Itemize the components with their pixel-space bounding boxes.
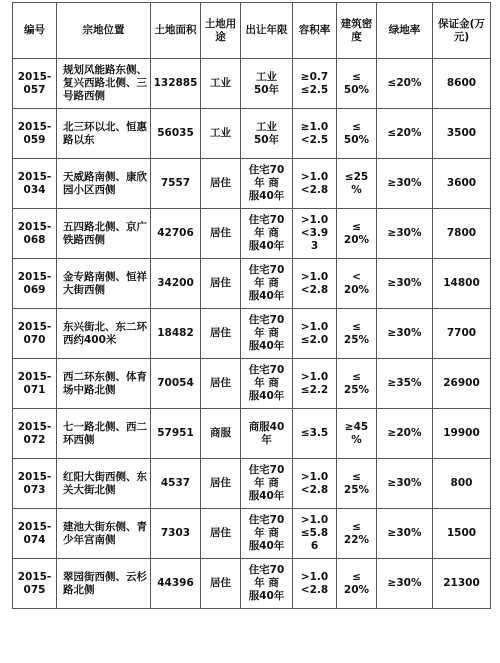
- cell-term: [241, 309, 293, 359]
- cell-deposit: 19900: [433, 409, 491, 459]
- cell-term-line: 工业: [256, 70, 277, 83]
- cell-far: [293, 159, 337, 209]
- cell-far-line: >1.0: [300, 214, 329, 226]
- cell-far-line: <2.8: [300, 583, 329, 596]
- cell-area: 56035: [151, 109, 201, 159]
- cell-use: 居住: [201, 359, 241, 409]
- cell-density-line: 25%: [343, 483, 370, 496]
- cell-density-line: ≤: [352, 520, 361, 533]
- table-row: [13, 559, 491, 609]
- cell-code: 2015-071: [13, 359, 57, 409]
- cell-use: 居住: [201, 309, 241, 359]
- cell-green: ≥30%: [377, 159, 433, 209]
- cell-location: 五四路北侧、京广铁路西侧: [57, 209, 151, 259]
- cell-far-line: <2.8: [300, 483, 329, 496]
- cell-density-line: 50%: [343, 133, 370, 146]
- cell-term-line: 年 商: [254, 227, 279, 239]
- cell-term-line: 住宅70: [248, 364, 285, 376]
- cell-far: [293, 409, 337, 459]
- cell-density-line: 20%: [343, 583, 370, 596]
- cell-far: [293, 309, 337, 359]
- cell-green: ≤20%: [377, 59, 433, 109]
- cell-deposit: 14800: [433, 259, 491, 309]
- cell-term-line: 住宅70: [248, 464, 285, 476]
- cell-far-line: >1.0: [300, 370, 329, 383]
- cell-density-line: ≤25: [344, 170, 369, 183]
- cell-density-line: ≤: [352, 370, 361, 383]
- table-row: [13, 209, 491, 259]
- cell-far-line: <2.8: [300, 183, 329, 196]
- cell-area: 18482: [151, 309, 201, 359]
- cell-term-line: 年: [261, 433, 272, 446]
- table-row: [13, 159, 491, 209]
- cell-term-line: 服40年: [248, 390, 285, 402]
- cell-green: ≥20%: [377, 409, 433, 459]
- cell-term-line: 年 商: [254, 277, 279, 289]
- cell-green: ≥30%: [377, 309, 433, 359]
- cell-far-line: <3.9: [300, 227, 329, 239]
- cell-area: 42706: [151, 209, 201, 259]
- cell-far-line: <2.8: [300, 283, 329, 296]
- cell-term-line: 50年: [253, 83, 280, 96]
- cell-term-line: 50年: [253, 133, 280, 146]
- cell-use: 工业: [201, 109, 241, 159]
- cell-term-line: 住宅70: [248, 164, 285, 176]
- table-row: [13, 259, 491, 309]
- cell-use: 居住: [201, 209, 241, 259]
- cell-area: 7557: [151, 159, 201, 209]
- cell-density-line: %: [351, 433, 362, 446]
- cell-green: ≤20%: [377, 109, 433, 159]
- cell-far: [293, 559, 337, 609]
- cell-term: [241, 159, 293, 209]
- header-far: 容积率: [293, 3, 337, 59]
- cell-term-line: 住宅70: [248, 314, 285, 326]
- cell-term-line: 住宅70: [248, 514, 285, 526]
- cell-code: 2015-073: [13, 459, 57, 509]
- cell-term-line: 服40年: [248, 240, 285, 252]
- cell-green: ≥30%: [377, 559, 433, 609]
- cell-green: ≥35%: [377, 359, 433, 409]
- cell-location: 北三环以北、恒惠路以东: [57, 109, 151, 159]
- cell-code: 2015-057: [13, 59, 57, 109]
- table-row: [13, 359, 491, 409]
- cell-code: 2015-068: [13, 209, 57, 259]
- cell-term-line: 年 商: [254, 327, 279, 339]
- cell-term: [241, 409, 293, 459]
- cell-green: ≥30%: [377, 459, 433, 509]
- cell-area: 44396: [151, 559, 201, 609]
- cell-term-line: 服40年: [248, 490, 285, 502]
- cell-density-line: %: [351, 183, 362, 196]
- cell-term-line: 工业: [256, 120, 277, 133]
- cell-deposit: 8600: [433, 59, 491, 109]
- cell-density-line: ≤: [352, 70, 361, 83]
- cell-use: 居住: [201, 259, 241, 309]
- header-deposit: 保证金(万元): [433, 3, 491, 59]
- cell-far-line: 6: [310, 540, 319, 552]
- cell-deposit: 800: [433, 459, 491, 509]
- table-row: [13, 109, 491, 159]
- cell-area: 7303: [151, 509, 201, 559]
- header-location: 宗地位置: [57, 3, 151, 59]
- table-row: [13, 409, 491, 459]
- cell-term-line: 住宅70: [248, 564, 285, 576]
- cell-term: [241, 109, 293, 159]
- table-row: [13, 509, 491, 559]
- cell-density: [337, 159, 377, 209]
- cell-use: 商服: [201, 409, 241, 459]
- cell-density-line: ≤: [352, 220, 361, 233]
- land-table-wrapper: [12, 2, 491, 609]
- cell-location: 建池大街东侧、青少年宫南侧: [57, 509, 151, 559]
- cell-deposit: 7700: [433, 309, 491, 359]
- cell-deposit: 21300: [433, 559, 491, 609]
- cell-far: [293, 59, 337, 109]
- cell-deposit: 1500: [433, 509, 491, 559]
- cell-location: 七一路北侧、西二环西侧: [57, 409, 151, 459]
- header-area: 土地面积: [151, 3, 201, 59]
- cell-deposit: 3500: [433, 109, 491, 159]
- cell-density: [337, 459, 377, 509]
- cell-far-line: >1.0: [300, 570, 329, 583]
- cell-term: [241, 509, 293, 559]
- cell-term-line: 年 商: [254, 377, 279, 389]
- header-use: 土地用途: [201, 3, 241, 59]
- cell-density: [337, 109, 377, 159]
- cell-code: 2015-069: [13, 259, 57, 309]
- cell-density-line: 20%: [343, 233, 370, 246]
- cell-term-line: 商服40: [248, 420, 285, 433]
- cell-term-line: 年 商: [254, 177, 279, 189]
- cell-density: [337, 359, 377, 409]
- cell-deposit: 7800: [433, 209, 491, 259]
- cell-density: [337, 59, 377, 109]
- cell-density: [337, 309, 377, 359]
- table-body: [13, 59, 491, 609]
- cell-far-line: >1.0: [300, 514, 329, 526]
- cell-use: 居住: [201, 159, 241, 209]
- cell-area: 132885: [151, 59, 201, 109]
- cell-code: 2015-059: [13, 109, 57, 159]
- cell-far-line: ≤2.0: [300, 333, 329, 346]
- cell-location: 金专路南侧、恒祥大街西侧: [57, 259, 151, 309]
- cell-location: 天威路南侧、康欣园小区西侧: [57, 159, 151, 209]
- table-row: [13, 309, 491, 359]
- cell-area: 70054: [151, 359, 201, 409]
- cell-far-line: >1.0: [300, 170, 329, 183]
- cell-term: [241, 209, 293, 259]
- cell-term-line: 住宅70: [248, 214, 285, 226]
- header-green: 绿地率: [377, 3, 433, 59]
- cell-use: 居住: [201, 509, 241, 559]
- cell-far-line: >1.0: [300, 270, 329, 283]
- cell-density: [337, 259, 377, 309]
- cell-green: ≥30%: [377, 509, 433, 559]
- cell-far: [293, 109, 337, 159]
- cell-deposit: 3600: [433, 159, 491, 209]
- cell-far-line: <2.5: [300, 133, 329, 146]
- cell-term-line: 年 商: [254, 477, 279, 489]
- cell-term-line: 服40年: [248, 340, 285, 352]
- cell-far-line: >1.0: [300, 320, 329, 333]
- cell-far-line: ≤5.8: [300, 527, 329, 539]
- cell-code: 2015-034: [13, 159, 57, 209]
- cell-term-line: 服40年: [248, 590, 285, 602]
- cell-density-line: <: [352, 270, 361, 283]
- cell-term: [241, 459, 293, 509]
- cell-location: 翠园街西侧、云杉路北侧: [57, 559, 151, 609]
- cell-use: 工业: [201, 59, 241, 109]
- cell-far-line: ≤2.2: [300, 383, 329, 396]
- table-row: [13, 59, 491, 109]
- cell-far: [293, 359, 337, 409]
- table-row: [13, 459, 491, 509]
- cell-code: 2015-070: [13, 309, 57, 359]
- cell-density: [337, 409, 377, 459]
- cell-term-line: 服40年: [248, 190, 285, 202]
- cell-term-line: 住宅70: [248, 264, 285, 276]
- cell-code: 2015-075: [13, 559, 57, 609]
- cell-green: ≥30%: [377, 259, 433, 309]
- cell-use: 居住: [201, 459, 241, 509]
- header-density: 建筑密度: [337, 3, 377, 59]
- cell-far-line: ≤3.5: [300, 427, 329, 439]
- cell-density-line: ≤: [352, 570, 361, 583]
- cell-term-line: 服40年: [248, 540, 285, 552]
- cell-location: 东兴街北、东二环西约400米: [57, 309, 151, 359]
- cell-density-line: ≥45: [344, 420, 369, 433]
- cell-term: [241, 559, 293, 609]
- cell-area: 57951: [151, 409, 201, 459]
- cell-density: [337, 209, 377, 259]
- cell-density-line: ≤: [352, 120, 361, 133]
- cell-location: 红阳大街西侧、东关大街北侧: [57, 459, 151, 509]
- cell-far-line: 3: [310, 240, 319, 252]
- cell-term: [241, 259, 293, 309]
- cell-density-line: 22%: [343, 533, 370, 546]
- cell-density-line: 25%: [343, 333, 370, 346]
- cell-deposit: 26900: [433, 359, 491, 409]
- cell-far: [293, 259, 337, 309]
- cell-far-line: >1.0: [300, 470, 329, 483]
- cell-location: 规划风能路东侧、复兴西路北侧、三号路西侧: [57, 59, 151, 109]
- header-code: 编号: [13, 3, 57, 59]
- header-row: [13, 3, 491, 59]
- cell-code: 2015-074: [13, 509, 57, 559]
- cell-density-line: 20%: [343, 283, 370, 296]
- cell-use: 居住: [201, 559, 241, 609]
- cell-density-line: ≤: [352, 320, 361, 333]
- cell-term: [241, 59, 293, 109]
- cell-term: [241, 359, 293, 409]
- cell-density: [337, 509, 377, 559]
- cell-far-line: ≤2.5: [300, 83, 329, 96]
- cell-code: 2015-072: [13, 409, 57, 459]
- cell-term-line: 年 商: [254, 577, 279, 589]
- cell-far: [293, 209, 337, 259]
- header-term: 出让年限: [241, 3, 293, 59]
- cell-green: ≥30%: [377, 209, 433, 259]
- cell-density: [337, 559, 377, 609]
- land-parcel-table: [12, 2, 491, 609]
- cell-far: [293, 509, 337, 559]
- cell-term-line: 年 商: [254, 527, 279, 539]
- cell-far-line: ≥0.7: [300, 70, 329, 83]
- cell-far-line: ≥1.0: [300, 120, 329, 133]
- cell-term-line: 服40年: [248, 290, 285, 302]
- cell-location: 西二环东侧、体育场中路北侧: [57, 359, 151, 409]
- cell-density-line: 25%: [343, 383, 370, 396]
- cell-area: 34200: [151, 259, 201, 309]
- cell-density-line: 50%: [343, 83, 370, 96]
- cell-far: [293, 459, 337, 509]
- cell-density-line: ≤: [352, 470, 361, 483]
- cell-area: 4537: [151, 459, 201, 509]
